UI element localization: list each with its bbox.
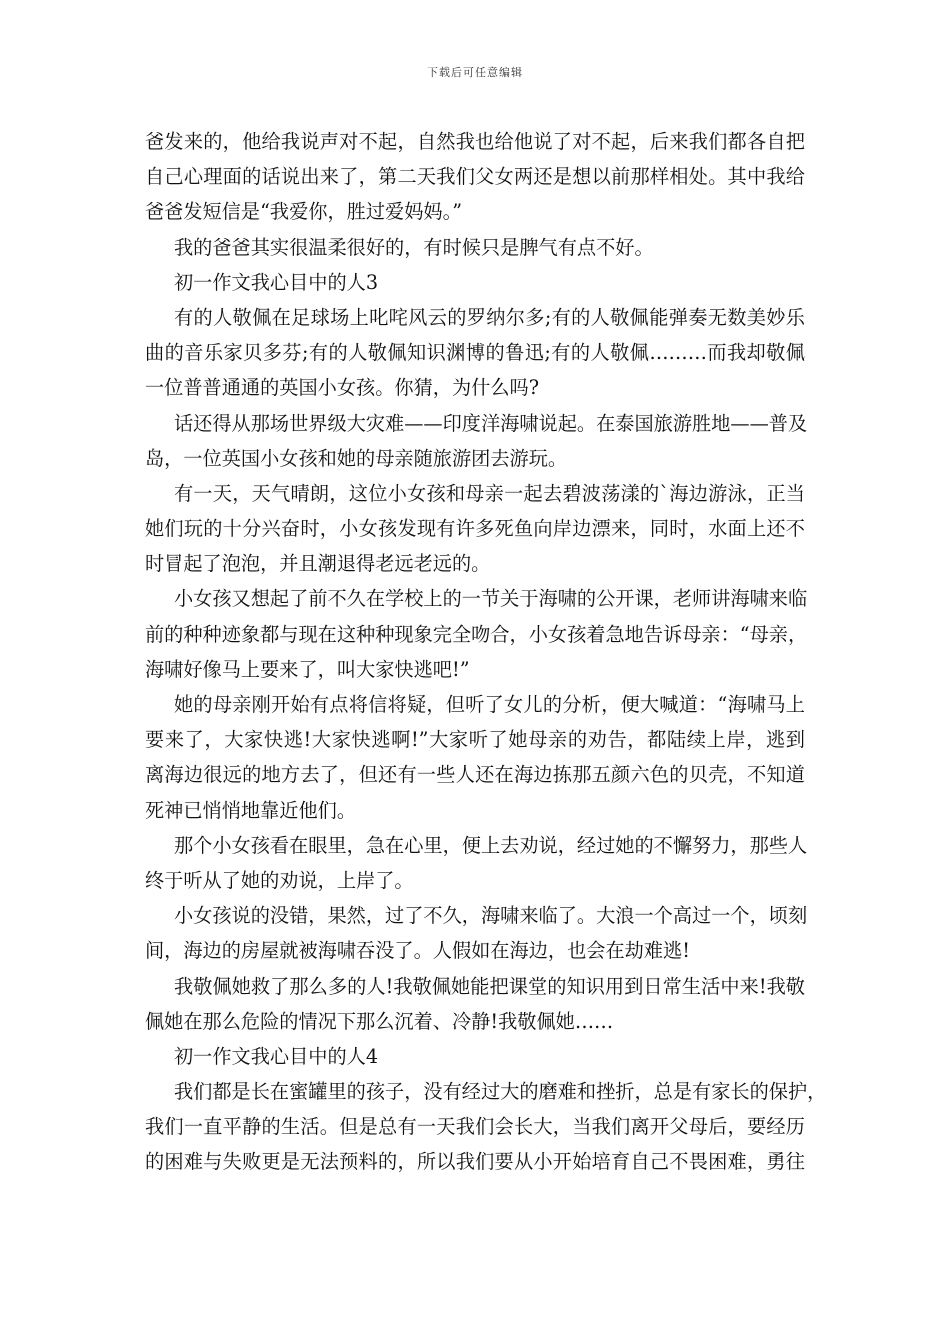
text-line: 死神已悄悄地靠近他们。 bbox=[145, 798, 357, 822]
text-line: 自己心理面的话说出来了，第二天我们父女两还是想以前那样相处。其中我给 bbox=[145, 165, 805, 189]
text-line: 有的人敬佩在足球场上叱咤风云的罗纳尔多;有的人敬佩能弹奏无数美妙乐 bbox=[174, 305, 805, 329]
text-line: 的困难与失败更是无法预料的，所以我们要从小开始培育自己不畏困难，勇往 bbox=[145, 1150, 805, 1174]
text-line: 话还得从那场世界级大灾难——印度洋海啸说起。在泰国旅游胜地——普及 bbox=[174, 411, 808, 435]
page-header: 下载后可任意编辑 bbox=[427, 66, 523, 79]
text-line: 有一天，天气晴朗，这位小女孩和母亲一起去碧波荡漾的`海边游泳，正当 bbox=[174, 481, 805, 505]
text-line: 我敬佩她救了那么多的人!我敬佩她能把课堂的知识用到日常生活中来!我敬 bbox=[174, 974, 805, 998]
text-line: 终于听从了她的劝说，上岸了。 bbox=[145, 868, 414, 892]
text-line: 一位普普通通的英国小女孩。你猜，为什么吗? bbox=[145, 376, 540, 400]
text-line: 小女孩说的没错，果然，过了不久，海啸来临了。大浪一个高过一个，顷刻 bbox=[174, 904, 808, 928]
text-line: 她们玩的十分兴奋时，小女孩发现有许多死鱼向岸边漂来，同时，水面上还不 bbox=[145, 517, 805, 541]
text-line: 离海边很远的地方去了，但还有一些人还在海边拣那五颜六色的贝壳，不知道 bbox=[145, 763, 805, 787]
text-line: 海啸好像马上要来了，叫大家快逃吧!” bbox=[145, 657, 470, 681]
text-line: 初一作文我心目中的人3 bbox=[174, 270, 379, 294]
text-line: 爸爸发短信是“我爱你，胜过爱妈妈。” bbox=[145, 200, 463, 224]
text-line: 间，海边的房屋就被海啸吞没了。人假如在海边，也会在劫难逃! bbox=[145, 939, 690, 963]
text-line: 她的母亲刚开始有点将信将疑，但听了女儿的分析，便大喊道：“海啸马上 bbox=[174, 693, 805, 716]
document-body bbox=[145, 124, 827, 1180]
text-line: 我们一直平静的生活。但是总有一天我们会长大，当我们离开父母后，要经历 bbox=[145, 1115, 805, 1139]
text-line: 我们都是长在蜜罐里的孩子，没有经过大的磨难和挫折，总是有家长的保护， bbox=[174, 1080, 827, 1104]
text-line: 曲的音乐家贝多芬;有的人敬佩知识渊博的鲁迅;有的人敬佩………而我却敬佩 bbox=[145, 341, 805, 365]
text-line: 初一作文我心目中的人4 bbox=[174, 1044, 379, 1068]
text-line: 前的种种迹象都与现在这种种现象完全吻合，小女孩着急地告诉母亲：“母亲， bbox=[145, 622, 808, 646]
text-line: 佩她在那么危险的情况下那么沉着、冷静!我敬佩她…… bbox=[145, 1009, 614, 1033]
text-line: 时冒起了泡泡，并且潮退得老远老远的。 bbox=[145, 552, 491, 576]
text-line: 小女孩又想起了前不久在学校上的一节关于海啸的公开课，老师讲海啸来临 bbox=[174, 587, 808, 611]
text-line: 我的爸爸其实很温柔很好的，有时候只是脾气有点不好。 bbox=[174, 235, 654, 259]
text-line: 那个小女孩看在眼里，急在心里，便上去劝说，经过她的不懈努力，那些人 bbox=[174, 833, 808, 857]
text-line: 要来了，大家快逃!大家快逃啊!”大家听了她母亲的劝告，都陆续上岸，逃到 bbox=[145, 728, 805, 752]
text-line: 岛，一位英国小女孩和她的母亲随旅游团去游玩。 bbox=[145, 446, 568, 470]
text-line: 爸发来的，他给我说声对不起，自然我也给他说了对不起，后来我们都各自把 bbox=[145, 130, 805, 153]
